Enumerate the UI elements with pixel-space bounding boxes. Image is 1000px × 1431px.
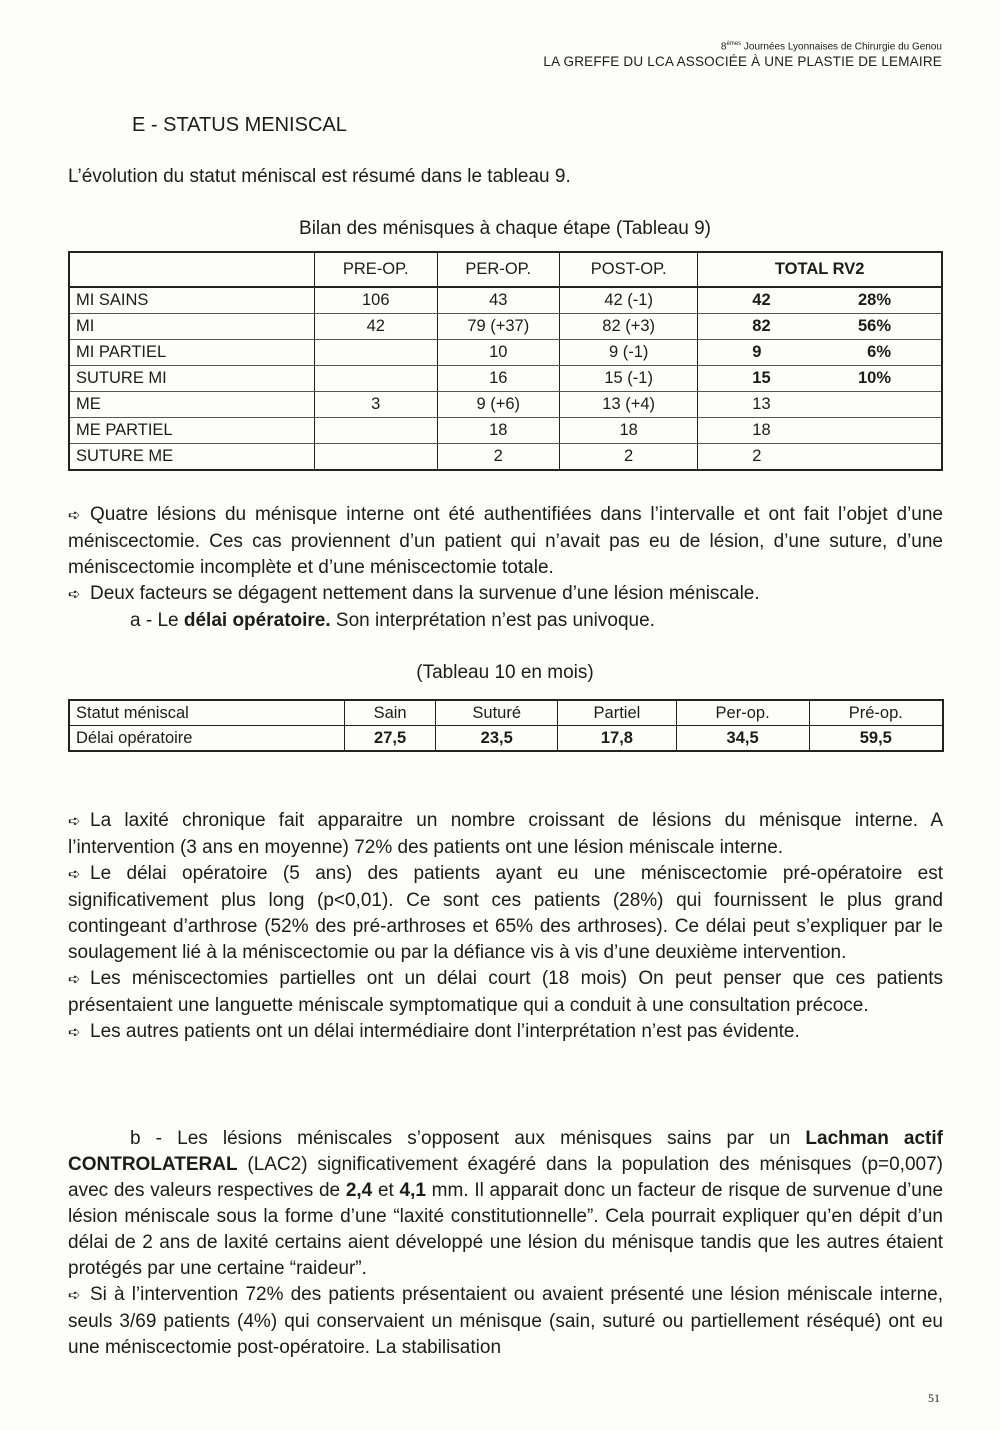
table9-header-cell [69,252,315,287]
total-percent: 56% [857,317,891,335]
table9-row [69,314,942,340]
table10-row-label: Délai opératoire [69,726,345,752]
cell-pre-op [315,340,438,366]
cell-total [698,314,942,340]
paragraph-block-2 [68,808,943,1046]
table10-header-cell: Sain [345,700,436,726]
total-value: 15 [752,369,771,387]
table9-header-cell: PER-OP. [437,252,560,287]
cell-pre-op: 42 [315,314,438,340]
arrow-icon: ➪ [68,1287,81,1304]
header-edition-suffix: èmes [726,41,742,47]
table9-header-cell: TOTAL RV2 [698,252,942,287]
row-label: MI PARTIEL [69,340,315,366]
total-value: 13 [752,395,771,413]
header-line-2: LA GREFFE DU LCA ASSOCIÉE À UNE PLASTIE DE LEMAIRE [543,54,942,70]
row-label: ME PARTIEL [69,418,315,444]
cell-post-op: 82 (+3) [560,314,698,340]
value-ms: 2,4 [345,1180,373,1201]
paragraph-block-3 [68,1126,943,1361]
table10-value-cell: 59,5 [809,726,943,752]
cell-total [698,418,942,444]
cell-total [698,287,942,314]
cell-post-op: 18 [560,418,698,444]
bullet-paragraph [68,581,943,608]
cell-per-op: 10 [437,340,560,366]
cell-per-op: 79 (+37) [437,314,560,340]
subsection-b [68,1126,943,1282]
cell-total [698,340,942,366]
cell-pre-op [315,418,438,444]
total-percent: 28% [857,291,891,309]
total-value: 9 [752,343,762,361]
arrow-icon: ➪ [68,813,81,830]
subsection-a-keyword: délai opératoire. [183,610,331,631]
total-value: 18 [752,421,771,439]
table10-header-row [69,700,943,726]
cell-total [698,444,942,471]
cell-post-op: 15 (-1) [560,366,698,392]
row-label: SUTURE MI [69,366,315,392]
arrow-icon: ➪ [68,507,81,524]
subsection-b-text: et [372,1180,400,1201]
cell-per-op: 9 (+6) [437,392,560,418]
header-edition-number: 8 [720,41,727,53]
arrow-icon: ➪ [68,1024,81,1041]
cell-per-op: 2 [437,444,560,471]
total-value: 42 [752,291,771,309]
table10-header-cell: Pré-op. [809,700,943,726]
subsection-b-text: mm. Il apparait donc un facteur de risque de survenue d’une lésion méniscale sous la forme d’une “laxité constitutionnelle”. Cela pourrait expliquer qu’en dépit d’un délai de 2 ans de laxité certains aient développé une lésion du ménisque tandis que les autres étaient protégés par une certaine “raideur”. [68,1180,944,1279]
table-10 [68,699,944,752]
cell-per-op: 43 [437,287,560,314]
row-label: SUTURE ME [69,444,315,471]
table9-row [69,444,942,471]
table10-value-cell: 27,5 [345,726,436,752]
cell-pre-op: 3 [315,392,438,418]
arrow-icon: ➪ [68,586,81,603]
table10-value-cell: 34,5 [676,726,809,752]
table10-header-cell: Partiel [558,700,676,726]
cell-total [698,392,942,418]
bullet-paragraph [68,1282,943,1361]
paragraph-text: Le délai opératoire (5 ans) des patients ayant eu une méniscectomie pré-opératoire est significativement plus long (p<0,01). Ce sont ces patients (28%) qui fournissent le plus grand contingeant d’arthrose (52% des pré-arthroses et 65% des arthroses). Ce délai peut s’expliquer par le soulagement lié à la méniscectomie ou par la défiance vis à vis d’une deuxième intervention. [68,863,943,963]
cell-post-op: 2 [560,444,698,471]
table9-row [69,392,942,418]
bullet-paragraph [68,1019,943,1046]
cell-pre-op [315,366,438,392]
row-label: MI SAINS [69,287,315,314]
subsection-a-text: Son interprétation n’est pas univoque. [330,610,655,631]
cell-total [698,366,942,392]
bullet-paragraph [68,502,943,581]
table9-row [69,366,942,392]
table10-value-cell: 17,8 [558,726,676,752]
total-percent: 6% [867,343,891,361]
cell-post-op: 9 (-1) [560,340,698,366]
paragraph-text: La laxité chronique fait apparaitre un nombre croissant de lésions du ménisque interne. A l’intervention (3 ans en moyenne) 72% des patients ont une lésion méniscale interne. [68,810,943,858]
table9-row [69,340,942,366]
table9-header-cell: POST-OP. [560,252,698,287]
paragraph-text: Si à l’intervention 72% des patients présentaient ou avaient présenté une lésion méniscale interne, seuls 3/69 patients (4%) qui conservaient un ménisque (sain, suturé ou partiellement réséqué) ont eu une méniscectomie post-opératoire. La stabilisation [68,1284,943,1358]
subsection-a [68,608,943,634]
arrow-icon: ➪ [68,866,81,883]
intro-sentence: L’évolution du statut méniscal est résumé dans le tableau 9. [68,166,571,187]
bullet-paragraph [68,808,943,861]
row-label: ME [69,392,315,418]
paragraph-text: Les autres patients ont un délai intermédiaire dont l’interprétation n’est pas évidente. [90,1021,800,1042]
table9-header-cell: PRE-OP. [315,252,438,287]
table10-header-cell: Suturé [436,700,558,726]
cell-per-op: 18 [437,418,560,444]
total-percent: 10% [857,369,891,387]
header-line-1 [543,38,942,53]
running-header [543,38,942,70]
table-9 [68,251,943,471]
table10-header-cell: Per-op. [676,700,809,726]
table10-header-cell: Statut méniscal [69,700,345,726]
subsection-a-prefix: a - Le [130,610,184,631]
value-mi: 4,1 [399,1180,426,1201]
paragraph-text: Quatre lésions du ménisque interne ont été authentifiées dans l’intervalle et ont fait l’objet d’une méniscectomie. Ces cas proviennent d’un patient qui n’avait pas eu de lésion, d’une suture, d’une méniscectomie incomplète et d’une méniscectomie totale. [68,504,943,578]
paragraph-text: Les méniscectomies partielles ont un délai court (18 mois) On peut penser que ces patients présentaient une languette méniscale symptomatique qui a conduit à une consultation précoce. [68,968,943,1016]
subsection-b-keyword: Lachman actif CONTROLATERAL [68,1128,943,1175]
total-value: 82 [752,317,771,335]
table10-caption: (Tableau 10 en mois) [416,662,594,683]
table9-row [69,418,942,444]
bullet-paragraph [68,861,943,966]
paragraph-block-1 [68,502,943,634]
table9-row [69,287,942,314]
cell-post-op: 13 (+4) [560,392,698,418]
cell-pre-op: 106 [315,287,438,314]
table10-values-row [69,726,943,752]
row-label: MI [69,314,315,340]
cell-post-op: 42 (-1) [560,287,698,314]
subsection-b-text: (LAC2) significativement éxagéré dans la population des ménisques (p=0,007) avec des valeurs respectives de [68,1154,943,1201]
page-number: 51 [928,1391,940,1405]
arrow-icon: ➪ [68,971,81,988]
table9-caption: Bilan des ménisques à chaque étape (Tableau 9) [299,218,711,239]
cell-per-op: 16 [437,366,560,392]
bullet-paragraph [68,966,943,1019]
table10-value-cell: 23,5 [436,726,558,752]
header-event-name: Journées Lyonnaises de Chirurgie du Genou [741,41,942,53]
cell-pre-op [315,444,438,471]
paragraph-text: Deux facteurs se dégagent nettement dans la survenue d’une lésion méniscale. [90,583,760,604]
subsection-b-text: b - Les lésions méniscales s’opposent aux ménisques sains par un [130,1128,806,1149]
total-value: 2 [752,447,762,465]
section-title: E - STATUS MENISCAL [132,114,347,136]
table9-header-row [69,252,942,287]
